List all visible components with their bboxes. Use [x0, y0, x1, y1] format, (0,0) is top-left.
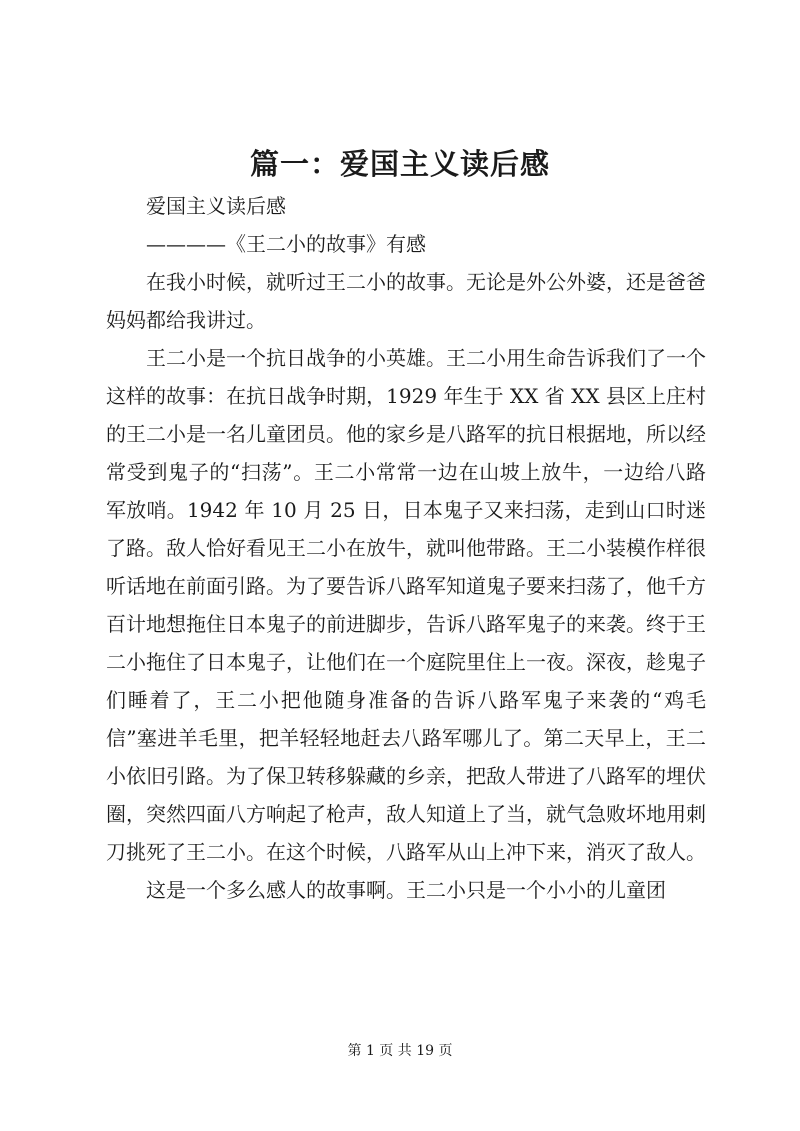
paragraph-reflection: 这是一个多么感人的故事啊。王二小只是一个小小的儿童团	[146, 878, 666, 902]
page-number-footer: 第 1 页 共 19 页	[347, 1043, 453, 1059]
document-title: 篇一：爱国主义读后感	[249, 147, 550, 181]
paragraph-intro: 在我小时候，就听过王二小的故事。无论是外公外婆，还是爸爸妈妈都给我讲过。	[106, 270, 706, 332]
paragraph-subtitle: 爱国主义读后感	[146, 194, 286, 218]
paragraph-story: 王二小是一个抗日战争的小英雄。王二小用生命告诉我们了一个这样的故事：在抗日战争时期，1929 年生于 XX 省 XX 县区上庄村的王二小是一名儿童团员。他的家乡是八路军的抗日根据地，所以经常受到鬼子的“扫荡”。王二小常常一边在山坡上放牛，一边给八路军放哨。1942 年 10 月 25 日，日本鬼子又来扫荡，走到山口时迷了路。敌人恰好看见王二小在放牛，就叫他带路。王二小装模作样很听话地在前面引路。为了要告诉八路军知道鬼子要来扫荡了，他千方百计地想拖住日本鬼子的前进脚步，告诉八路军鬼子的来袭。终于王二小拖住了日本鬼子，让他们在一个庭院里住上一夜。深夜，趁鬼子们睡着了，王二小把他随身准备的告诉八路军鬼子来袭的“鸡毛信”塞进羊毛里，把羊轻轻地赶去八路军哪儿了。第二天早上，王二小依旧引路。为了保卫转移躲藏的乡亲，把敌人带进了八路军的埋伏圈，突然四面八方响起了枪声，敌人知道上了当，就气急败坏地用刺刀挑死了王二小。在这个时候，八路军从山上冲下来，消灭了敌人。	[106, 346, 706, 864]
document-body	[106, 187, 706, 909]
paragraph-source: ————《王二小的故事》有感	[146, 232, 426, 256]
